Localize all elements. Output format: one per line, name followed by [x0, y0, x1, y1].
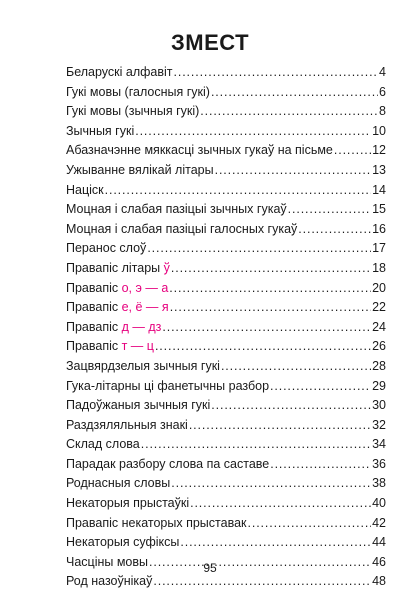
toc-entry-page: 48 [372, 574, 386, 589]
toc-entry-title [66, 281, 168, 295]
toc-entry-title [66, 85, 210, 99]
page-title: ЗМЕСТ [170, 30, 250, 55]
dot-leader [215, 163, 372, 177]
toc-entry-highlight: о, э — а [121, 280, 169, 295]
toc-entry[interactable] [66, 163, 386, 183]
toc-entry-title [66, 222, 297, 236]
dot-leader [162, 320, 371, 334]
toc-entry-title [66, 496, 189, 510]
toc-entry-page: 29 [372, 378, 386, 393]
dot-leader [248, 516, 372, 530]
dot-leader [270, 457, 371, 471]
toc-entry-page: 6 [379, 84, 386, 99]
toc-entry-text: Правапіс [66, 319, 122, 334]
toc-entry-title [66, 124, 134, 138]
toc-entry[interactable] [66, 379, 386, 399]
toc-entry[interactable] [66, 85, 386, 105]
toc-entry-text: Роднасныя словы [66, 476, 171, 491]
table-of-contents [66, 65, 386, 594]
dot-leader [211, 398, 371, 412]
toc-entry-text: Гука-літарны ці фанетычны разбор [66, 378, 270, 393]
dot-leader [298, 222, 371, 236]
toc-entry[interactable] [66, 183, 386, 203]
toc-entry[interactable] [66, 418, 386, 438]
toc-entry-text: Правапіс [66, 300, 122, 315]
dot-leader [174, 65, 379, 79]
toc-entry-text: Склад слова [66, 437, 140, 452]
toc-entry[interactable] [66, 261, 386, 281]
toc-entry[interactable] [66, 535, 386, 555]
dot-leader [147, 241, 371, 255]
toc-entry-title [66, 104, 199, 118]
toc-entry-title [66, 476, 170, 490]
dot-leader [288, 202, 371, 216]
toc-entry-highlight: д — дз [121, 319, 162, 334]
dot-leader [270, 379, 371, 393]
toc-entry-page: 17 [372, 241, 386, 256]
toc-entry-text: Правапіс некаторых прыставак [66, 515, 247, 530]
dot-leader [180, 535, 371, 549]
toc-entry-text: Моцная і слабая пазіцыі галосных гукаў [66, 221, 298, 236]
toc-entry-title [66, 437, 140, 451]
dot-leader [155, 339, 371, 353]
toc-entry-title [66, 300, 169, 314]
toc-entry-title [66, 261, 170, 275]
toc-entry-highlight: ў [163, 260, 170, 275]
toc-entry-page: 36 [372, 456, 386, 471]
toc-entry-page: 30 [372, 398, 386, 413]
dot-leader [334, 143, 371, 157]
toc-entry-title [66, 163, 214, 177]
toc-entry-page: 32 [372, 417, 386, 432]
page-number: 95 [203, 561, 217, 575]
toc-entry-title [66, 457, 269, 471]
toc-entry-page: 42 [372, 515, 386, 530]
toc-entry-title [66, 143, 333, 157]
toc-entry[interactable] [66, 437, 386, 457]
toc-entry-text: Парадак разбору слова па саставе [66, 456, 270, 471]
toc-entry-text: Гукі мовы (зычныя гукі) [66, 104, 200, 119]
toc-entry-title [66, 574, 152, 588]
toc-entry-title [66, 183, 104, 197]
toc-entry[interactable] [66, 339, 386, 359]
toc-entry-text: Падоўжаныя зычныя гукі [66, 398, 211, 413]
toc-entry-page: 13 [372, 162, 386, 177]
toc-entry[interactable] [66, 104, 386, 124]
toc-entry-highlight: т — ц [121, 339, 154, 354]
toc-entry-title [66, 516, 247, 530]
toc-entry-text: Беларускі алфавіт [66, 65, 173, 79]
toc-entry-page: 28 [372, 358, 386, 373]
toc-entry-page: 44 [372, 535, 386, 550]
toc-entry[interactable] [66, 516, 386, 536]
toc-entry-text: Абазначэнне мяккасці зычных гукаў на пісьме [66, 143, 333, 158]
toc-entry-text: Часціны мовы [66, 554, 149, 569]
dot-leader [189, 418, 371, 432]
toc-entry-text: Перанос слоў [66, 241, 147, 256]
toc-entry-page: 34 [372, 437, 386, 452]
toc-entry-page: 10 [372, 123, 386, 138]
dot-leader [135, 124, 371, 138]
toc-entry-page: 12 [372, 143, 386, 158]
toc-entry-text: Род назоўнікаў [66, 574, 153, 589]
toc-entry-page: 24 [372, 319, 386, 334]
dot-leader [190, 496, 371, 510]
toc-entry-page: 16 [372, 221, 386, 236]
toc-entry-text: Зацвярдзелыя зычныя гукі [66, 358, 220, 373]
toc-entry-page: 46 [372, 554, 386, 569]
toc-entry-text: Націск [66, 182, 104, 197]
toc-entry-page: 14 [372, 182, 386, 197]
toc-entry-text: Ужыванне вялікай літары [66, 162, 214, 177]
toc-entry-title [66, 535, 179, 549]
toc-entry-text: Правапіс [66, 280, 122, 295]
toc-entry[interactable] [66, 300, 386, 320]
dot-leader [200, 104, 378, 118]
toc-entry-text: Правапіс літары [66, 260, 164, 275]
dot-leader [170, 300, 371, 314]
toc-entry-title [66, 339, 154, 353]
toc-entry-text: Моцная і слабая пазіцыі зычных гукаў [66, 202, 287, 217]
toc-entry[interactable] [66, 143, 386, 163]
toc-entry-page: 8 [379, 104, 386, 119]
toc-entry-page: 18 [372, 260, 386, 275]
toc-entry-title [66, 418, 188, 432]
toc-entry-text: Некаторыя суфіксы [66, 535, 180, 550]
toc-entry[interactable] [66, 320, 386, 340]
toc-entry-title [66, 320, 161, 334]
toc-entry-text: Некаторыя прыстаўкі [66, 496, 190, 511]
dot-leader [153, 574, 371, 588]
toc-entry-page: 38 [372, 476, 386, 491]
dot-leader [141, 437, 371, 451]
toc-entry-page: 40 [372, 496, 386, 511]
toc-entry-title [66, 398, 210, 412]
toc-entry[interactable] [66, 359, 386, 379]
toc-entry[interactable] [66, 496, 386, 516]
dot-leader [169, 281, 371, 295]
toc-entry[interactable] [66, 65, 386, 85]
toc-entry[interactable] [66, 574, 386, 594]
toc-entry-page: 15 [372, 202, 386, 217]
toc-entry-highlight: е, ё — я [121, 300, 169, 315]
toc-entry-title [66, 65, 173, 79]
dot-leader [105, 183, 371, 197]
toc-entry-page: 26 [372, 339, 386, 354]
toc-entry-title [66, 241, 146, 255]
toc-entry-text: Правапіс [66, 339, 122, 354]
toc-entry-page: 20 [372, 280, 386, 295]
toc-entry[interactable] [66, 398, 386, 418]
toc-entry[interactable] [66, 222, 386, 242]
toc-entry-title [66, 379, 269, 393]
toc-entry-page: 4 [379, 65, 386, 79]
dot-leader [171, 261, 371, 275]
toc-entry[interactable] [66, 457, 386, 477]
toc-entry[interactable] [66, 202, 386, 222]
dot-leader [211, 85, 378, 99]
toc-entry[interactable] [66, 281, 386, 301]
toc-entry-title [66, 359, 220, 373]
toc-entry[interactable] [66, 241, 386, 261]
toc-entry-title [66, 202, 287, 216]
toc-entry[interactable] [66, 124, 386, 144]
toc-entry-text: Зычныя гукі [66, 123, 135, 138]
toc-entry[interactable] [66, 476, 386, 496]
toc-entry-text: Гукі мовы (галосныя гукі) [66, 84, 210, 99]
dot-leader [171, 476, 371, 490]
toc-entry-text: Раздзяляльныя знакі [66, 417, 188, 432]
dot-leader [221, 359, 371, 373]
toc-entry-page: 22 [372, 300, 386, 315]
